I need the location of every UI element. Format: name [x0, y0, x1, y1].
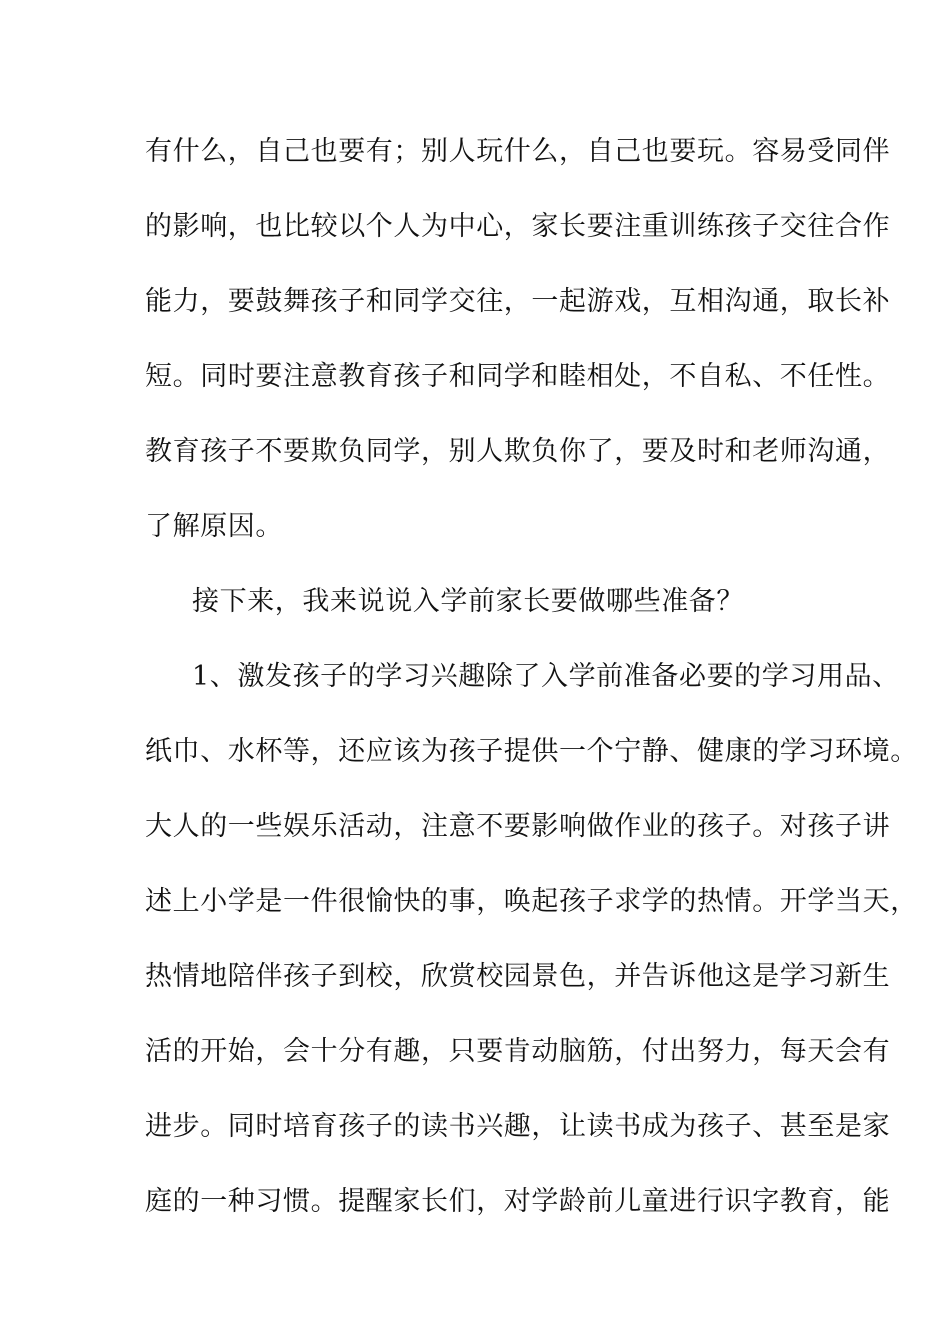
text-line: 述上小学是一件很愉快的事，唤起孩子求学的热情。开学当天， — [145, 886, 918, 917]
text-line: 活的开始，会十分有趣，只要肯动脑筋，付出努力，每天会有 — [145, 1036, 891, 1067]
text-line: 有什么，自己也要有；别人玩什么，自己也要玩。容易受同伴 — [145, 136, 891, 167]
text-line: 大人的一些娱乐活动，注意不要影响做作业的孩子。对孩子讲 — [145, 811, 891, 842]
text-line: 教育孩子不要欺负同学，别人欺负你了，要及时和老师沟通， — [145, 436, 891, 467]
text-line: 能力，要鼓舞孩子和同学交往，一起游戏，互相沟通，取长补 — [145, 286, 891, 317]
text-line: 庭的一种习惯。提醒家长们，对学龄前儿童进行识字教育，能 — [145, 1186, 891, 1217]
text-line: 热情地陪伴孩子到校，欣赏校园景色，并告诉他这是学习新生 — [145, 961, 891, 992]
text-line: 纸巾、水杯等，还应该为孩子提供一个宁静、健康的学习环境。 — [145, 736, 918, 767]
text-line: 了解原因。 — [145, 511, 283, 542]
text-line: 短。同时要注意教育孩子和同学和睦相处，不自私、不任性。 — [145, 361, 891, 392]
paragraph-heading: 接下来，我来说说入学前家长要做哪些准备？ — [192, 586, 744, 617]
text-line: 进步。同时培育孩子的读书兴趣，让读书成为孩子、甚至是家 — [145, 1111, 891, 1142]
text-line: 的影响，也比较以个人为中心，家长要注重训练孩子交往合作 — [145, 211, 891, 242]
text-line: 1、激发孩子的学习兴趣除了入学前准备必要的学习用品、 — [192, 661, 900, 692]
